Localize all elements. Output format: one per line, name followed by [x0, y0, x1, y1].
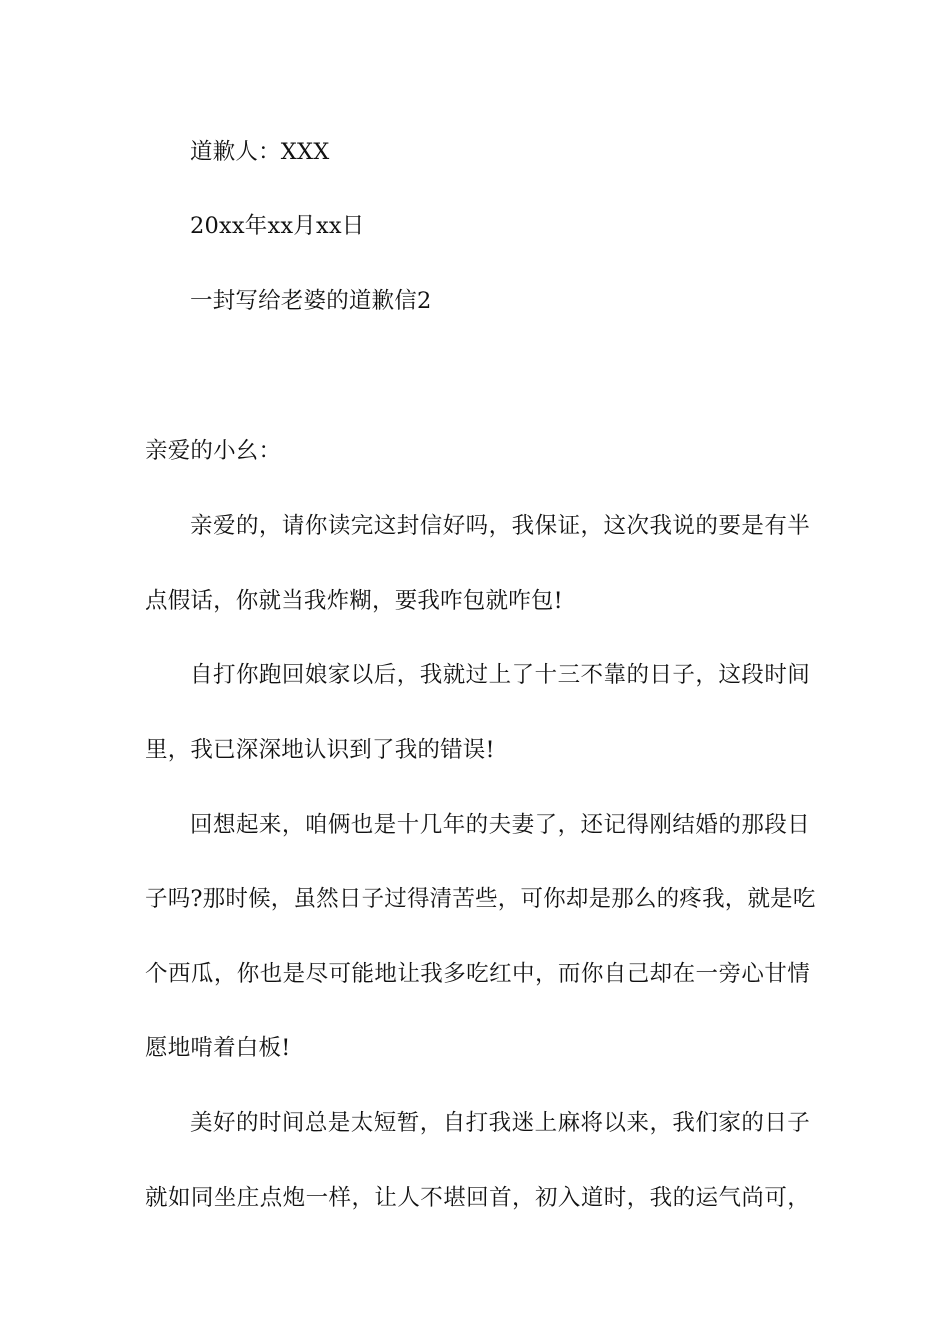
paragraph-line: 子吗?那时候，虽然日子过得清苦些，可你却是那么的疼我，就是吃 [145, 886, 816, 912]
letter-date: 20xx年xx月xx日 [190, 213, 365, 239]
paragraph-line: 个西瓜，你也是尽可能地让我多吃红中，而你自己却在一旁心甘情 [145, 961, 810, 987]
paragraph-line: 回想起来，咱俩也是十几年的夫妻了，还记得刚结婚的那段日 [190, 812, 810, 838]
section-title: 一封写给老婆的道歉信2 [190, 288, 432, 314]
paragraph-line: 里，我已深深地认识到了我的错误! [145, 737, 495, 763]
paragraph-line: 自打你跑回娘家以后，我就过上了十三不靠的日子，这段时间 [190, 662, 810, 688]
paragraph-line: 就如同坐庄点炮一样，让人不堪回首，初入道时，我的运气尚可， [145, 1185, 810, 1211]
paragraph-line: 愿地啃着白板! [145, 1035, 291, 1061]
paragraph-line: 点假话，你就当我炸糊，要我咋包就咋包! [145, 588, 563, 614]
apologizer-signature: 道歉人：XXX [190, 139, 330, 165]
paragraph-line: 美好的时间总是太短暂，自打我迷上麻将以来，我们家的日子 [190, 1110, 810, 1136]
letter-salutation: 亲爱的小幺： [145, 438, 282, 464]
paragraph-line: 亲爱的，请你读完这封信好吗，我保证，这次我说的要是有半 [190, 513, 810, 539]
